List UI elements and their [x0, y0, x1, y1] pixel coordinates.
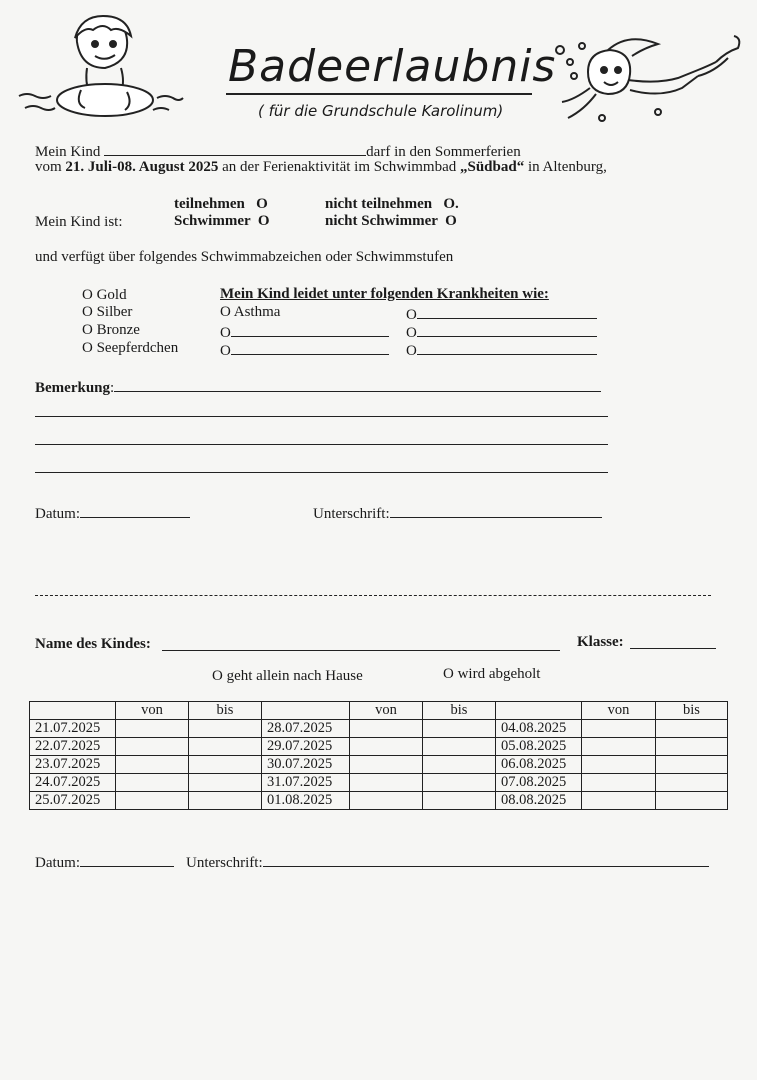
badge-bronze[interactable]: O Bronze [82, 322, 140, 338]
datum-row-1 [35, 503, 190, 523]
illness-other-4[interactable] [220, 340, 389, 360]
child-name-field-2[interactable] [162, 636, 560, 651]
illness-other-5[interactable] [406, 340, 597, 360]
von-cell[interactable] [116, 756, 189, 774]
signature-label: Unterschrift: [313, 506, 390, 522]
badge-gold[interactable]: O Gold [82, 287, 127, 303]
date-cell: 29.07.2025 [262, 738, 350, 756]
illness-asthma[interactable]: O Asthma [220, 304, 281, 320]
bis-cell[interactable] [423, 792, 496, 810]
intro-vom: vom [35, 159, 66, 175]
bis-cell[interactable] [189, 774, 262, 792]
child-name-field[interactable] [104, 141, 366, 156]
header-cell: bis [423, 702, 496, 720]
intro-end: in Altenburg, [524, 159, 607, 175]
period-dates: 21. Juli-08. August 2025 [65, 159, 219, 175]
child-name-label: Name des Kindes: [35, 636, 151, 652]
page-subtitle: ( für die Grundschule Karolinum) [258, 102, 504, 120]
von-cell[interactable] [116, 792, 189, 810]
date-cell: 31.07.2025 [262, 774, 350, 792]
date-cell: 04.08.2025 [496, 720, 582, 738]
bis-cell[interactable] [656, 756, 728, 774]
von-cell[interactable] [350, 720, 423, 738]
table-row [30, 738, 728, 756]
signature-field-1[interactable] [390, 503, 602, 518]
header-cell: bis [656, 702, 728, 720]
badge-silber[interactable]: O Silber [82, 304, 133, 320]
von-cell[interactable] [582, 774, 656, 792]
von-cell[interactable] [350, 774, 423, 792]
bis-cell[interactable] [423, 720, 496, 738]
option-alone-home[interactable]: O geht allein nach Hause [212, 668, 363, 684]
diving-girl-illustration [548, 22, 748, 134]
bis-cell[interactable] [656, 720, 728, 738]
header-cell [496, 702, 582, 720]
date-cell: 21.07.2025 [30, 720, 116, 738]
illness-bullet: O [220, 325, 231, 341]
von-cell[interactable] [116, 720, 189, 738]
venue-name: „Südbad“ [460, 159, 525, 175]
von-cell[interactable] [582, 720, 656, 738]
illness-heading: Mein Kind leidet unter folgenden Krankheiten wie: [220, 286, 549, 302]
datum-label: Datum: [35, 855, 80, 871]
darf-text: darf in den Sommerferien [366, 144, 521, 160]
date-cell: 05.08.2025 [496, 738, 582, 756]
class-label: Klasse: [577, 634, 624, 650]
intro-middle: an der Ferienaktivität im Schwimmbad [218, 159, 460, 175]
option-nicht-teilnehmen[interactable]: nicht teilnehmen O. [325, 196, 459, 212]
date-cell: 01.08.2025 [262, 792, 350, 810]
header-cell [30, 702, 116, 720]
illness-other-3[interactable] [406, 322, 597, 342]
date-cell: 08.08.2025 [496, 792, 582, 810]
bis-cell[interactable] [423, 738, 496, 756]
date-cell: 28.07.2025 [262, 720, 350, 738]
bis-cell[interactable] [656, 774, 728, 792]
mein-kind-label: Mein Kind [35, 144, 101, 160]
date-cell: 22.07.2025 [30, 738, 116, 756]
date-cell: 07.08.2025 [496, 774, 582, 792]
class-field[interactable] [630, 634, 716, 649]
bis-cell[interactable] [189, 756, 262, 774]
header-cell: von [582, 702, 656, 720]
date-cell: 23.07.2025 [30, 756, 116, 774]
datum-field-1[interactable] [80, 503, 190, 518]
datum-row-2 [35, 852, 174, 872]
bis-cell[interactable] [423, 774, 496, 792]
remarks-field-1[interactable] [114, 377, 601, 392]
option-picked-up[interactable]: O wird abgeholt [443, 666, 541, 682]
bis-cell[interactable] [423, 756, 496, 774]
von-cell[interactable] [116, 738, 189, 756]
cut-line [35, 595, 711, 596]
remarks-field-2[interactable] [35, 416, 608, 417]
date-cell: 24.07.2025 [30, 774, 116, 792]
title-underline [226, 93, 532, 95]
mein-kind-ist-label: Mein Kind ist: [35, 214, 123, 230]
remarks-row: Bemerkung: [35, 377, 601, 397]
remarks-field-3[interactable] [35, 444, 608, 445]
signature-field-2[interactable] [263, 852, 709, 867]
page-title: Badeerlaubnis [228, 41, 557, 92]
illness-bullet: O [406, 325, 417, 341]
table-row [30, 756, 728, 774]
illness-other-1[interactable] [406, 304, 597, 324]
bis-cell[interactable] [189, 738, 262, 756]
table-row [30, 774, 728, 792]
von-cell[interactable] [350, 792, 423, 810]
header-cell: von [350, 702, 423, 720]
von-cell[interactable] [582, 738, 656, 756]
bis-cell[interactable] [656, 738, 728, 756]
schedule-table [29, 701, 728, 810]
bis-cell[interactable] [189, 792, 262, 810]
illness-bullet: O [220, 343, 231, 359]
badge-seepferdchen[interactable]: O Seepferdchen [82, 340, 179, 356]
badges-intro: und verfügt über folgendes Schwimmabzeichen oder Schwimmstufen [35, 249, 454, 265]
intro-line-2 [35, 159, 607, 176]
intro-line-1 [35, 141, 521, 161]
date-cell: 25.07.2025 [30, 792, 116, 810]
date-cell: 06.08.2025 [496, 756, 582, 774]
option-schwimmer[interactable]: Schwimmer O [174, 213, 270, 229]
illness-bullet: O [406, 343, 417, 359]
date-cell: 30.07.2025 [262, 756, 350, 774]
table-row [30, 720, 728, 738]
von-cell[interactable] [582, 792, 656, 810]
datum-field-2[interactable] [80, 852, 174, 867]
header-cell: bis [189, 702, 262, 720]
bis-cell[interactable] [189, 720, 262, 738]
von-cell[interactable] [350, 756, 423, 774]
option-teilnehmen[interactable]: teilnehmen O [174, 196, 268, 212]
boy-swim-ring-illustration [15, 12, 185, 124]
bis-cell[interactable] [656, 792, 728, 810]
signature-row-1 [313, 503, 602, 523]
table-row [30, 792, 728, 810]
remarks-label: Bemerkung [35, 380, 110, 396]
remarks-field-4[interactable] [35, 472, 608, 473]
von-cell[interactable] [582, 756, 656, 774]
von-cell[interactable] [116, 774, 189, 792]
von-cell[interactable] [350, 738, 423, 756]
schedule-header-row [30, 702, 728, 720]
signature-row-2 [186, 852, 709, 872]
illness-bullet: O [406, 307, 417, 323]
datum-label: Datum: [35, 506, 80, 522]
option-nicht-schwimmer[interactable]: nicht Schwimmer O [325, 213, 457, 229]
illness-other-2[interactable] [220, 322, 389, 342]
header-cell [262, 702, 350, 720]
header-cell: von [116, 702, 189, 720]
signature-label: Unterschrift: [186, 855, 263, 871]
